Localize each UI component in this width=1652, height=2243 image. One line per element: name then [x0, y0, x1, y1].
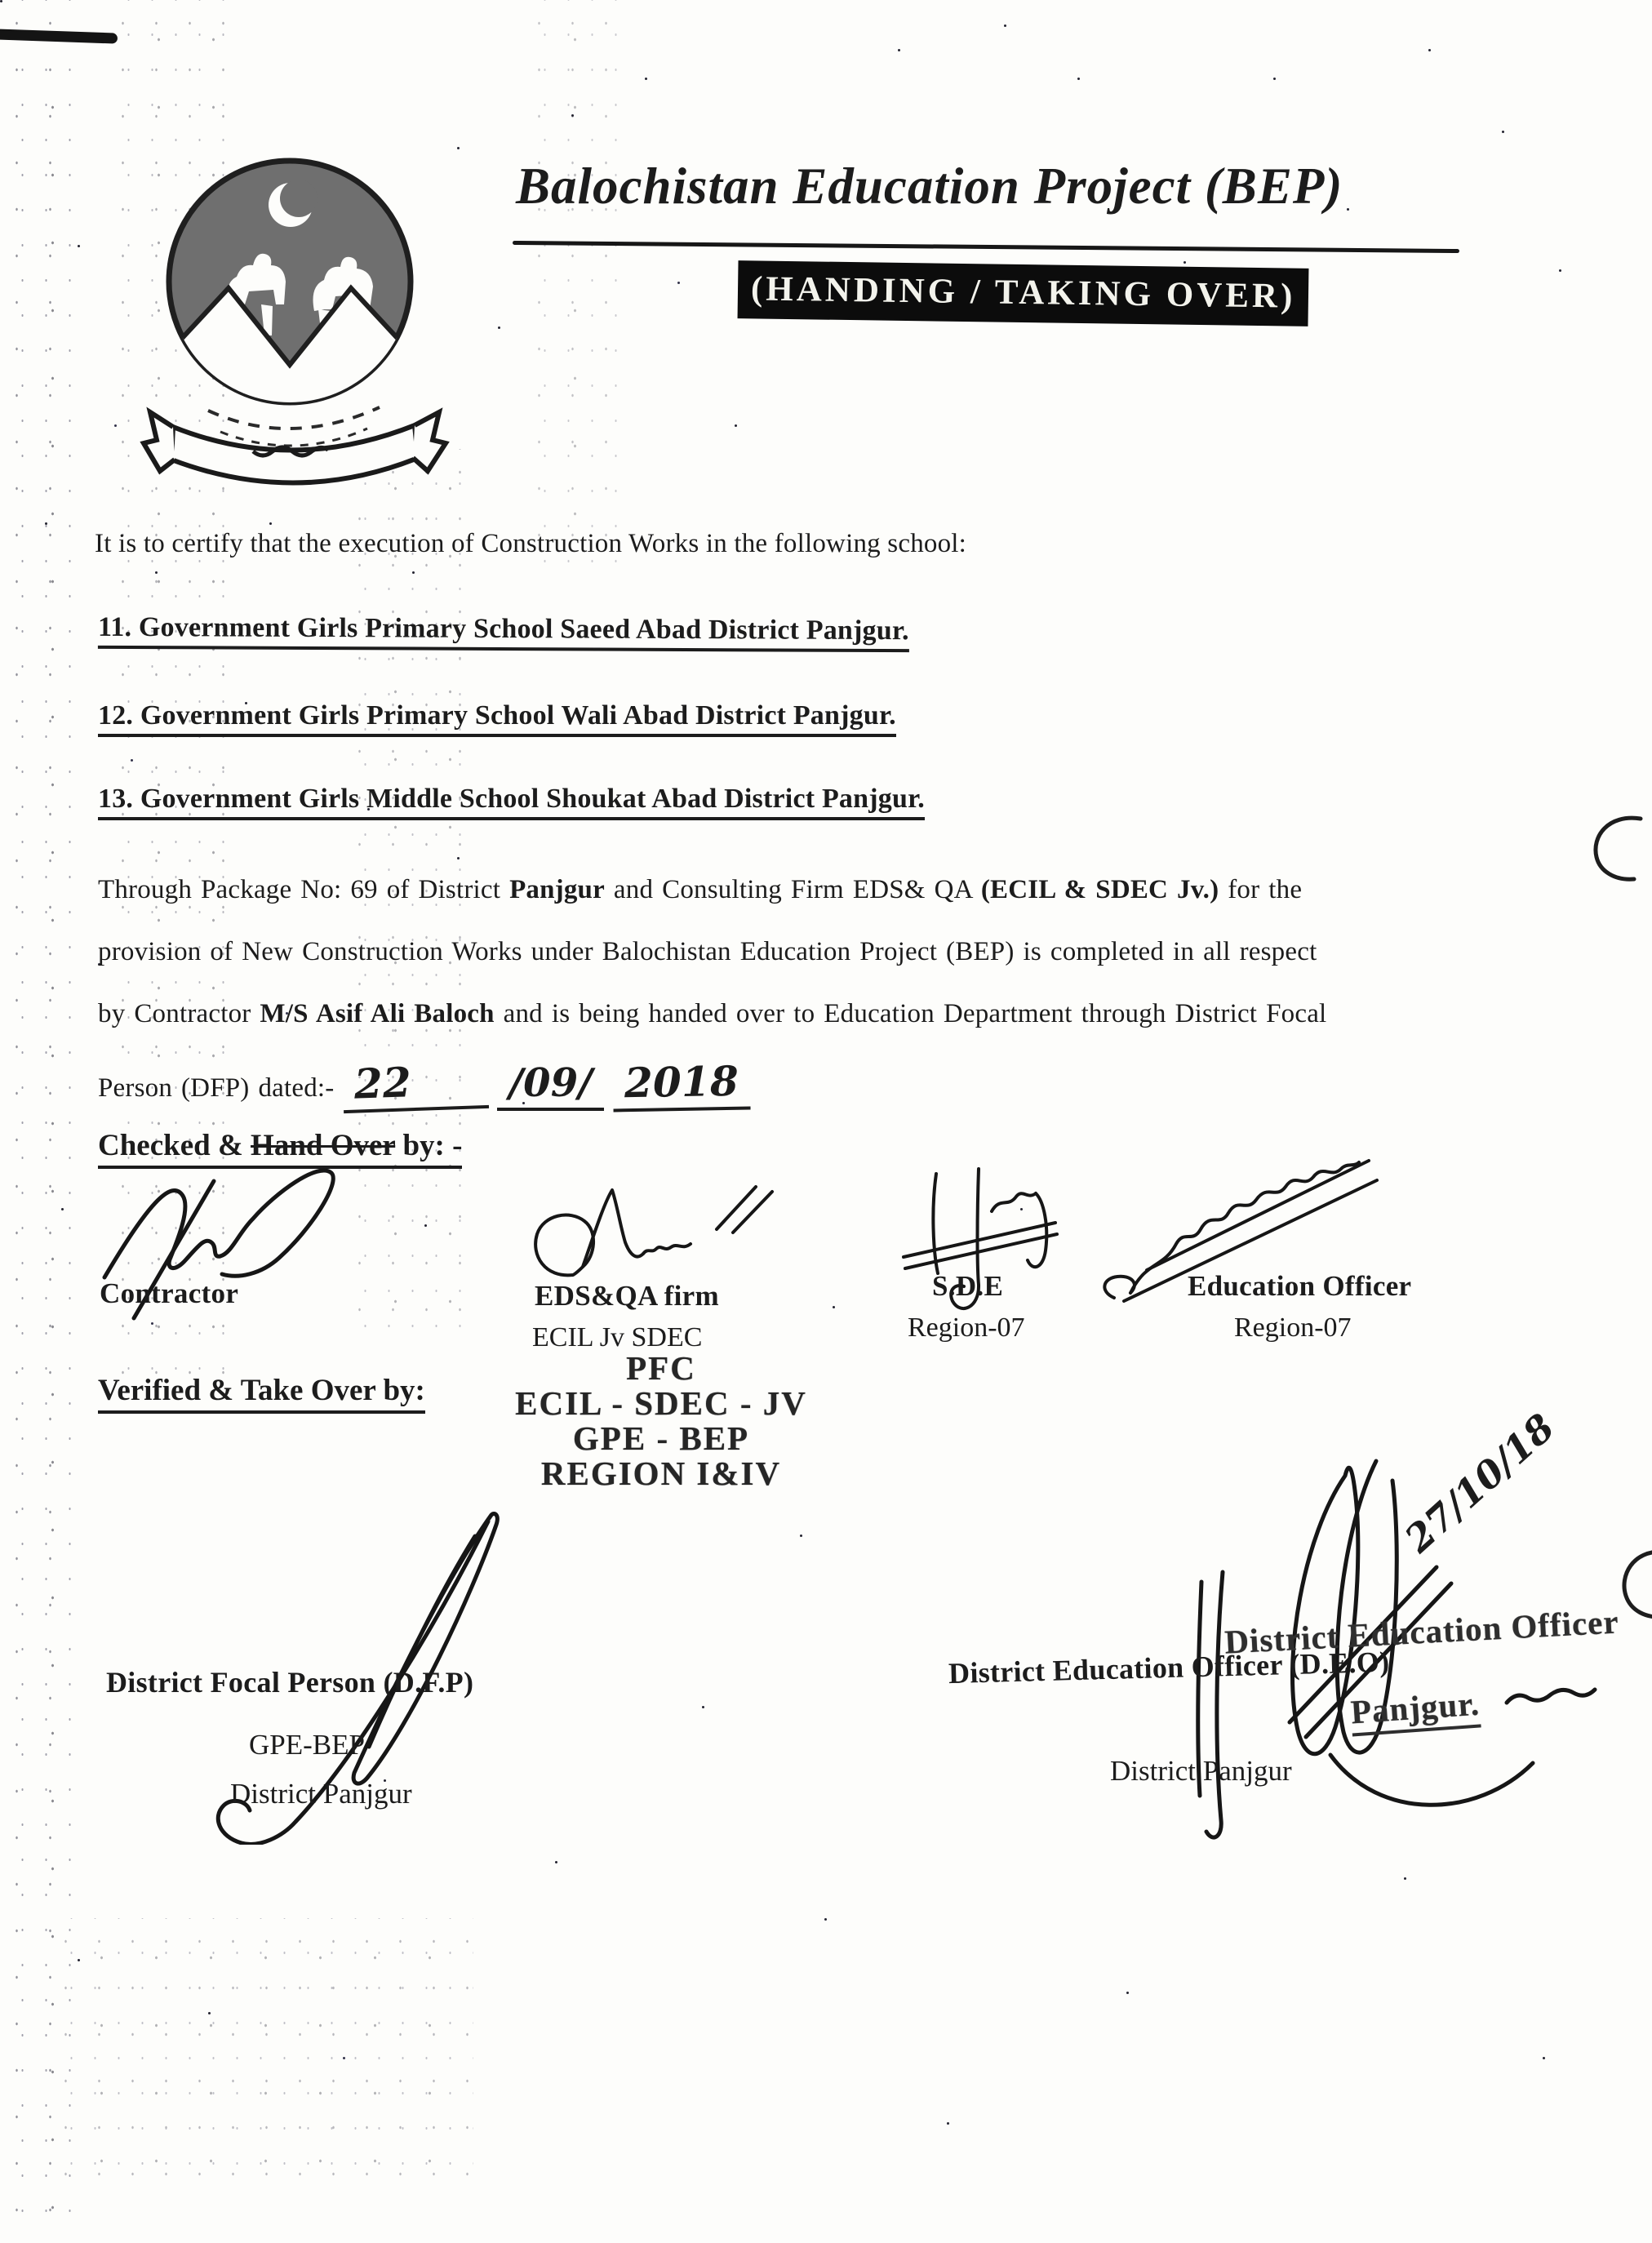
school-name: Government Girls Primary School Wali Abad District Panjgur. [140, 700, 896, 731]
education-officer-label-line2: Region-07 [1234, 1312, 1352, 1343]
school-number: 13. [98, 784, 134, 814]
paragraph-text: for the [1219, 875, 1303, 904]
stamp-line: ECIL - SDEC - JV [515, 1384, 807, 1422]
body-paragraph-line-1 [98, 875, 1522, 905]
contractor-label: Contractor [100, 1277, 239, 1309]
consultant-label-line2: ECIL Jv SDEC [532, 1322, 703, 1352]
stamp-line: PFC [626, 1349, 696, 1387]
handing-taking-over-banner: (HANDING / TAKING OVER) [739, 262, 1308, 325]
school-number: 11. [97, 611, 132, 643]
page-title: Balochistan Education Project (BEP) [516, 158, 1343, 215]
certification-intro: It is to certify that the execution of Construction Works in the following school: [95, 529, 967, 558]
scan-artifact-arc [1583, 812, 1652, 886]
scan-artifact-arc [1618, 1547, 1652, 1622]
scan-specks [0, 0, 2, 2]
paragraph-text: Person (DFP) dated:- [98, 1073, 335, 1103]
school-item-11 [98, 612, 909, 652]
education-officer-label-line1: Education Officer [1188, 1270, 1412, 1302]
paragraph-text: and Consulting Firm EDS& QA [604, 875, 981, 904]
dfp-label-line1: District Focal Person (D.F.P) [106, 1666, 474, 1699]
body-paragraph-line-2 [98, 937, 1522, 967]
district-name-bold: Panjgur [509, 875, 605, 904]
deo-label-line2: District Panjgur [1110, 1755, 1292, 1787]
scan-noise-band [49, 1918, 473, 2187]
scan-noise-band [0, 0, 78, 2243]
dfp-label-line3: District Panjgur [230, 1778, 412, 1810]
school-number: 12. [98, 700, 134, 731]
deo-stamp-flourish [1502, 1681, 1608, 1714]
stamp-line: GPE - BEP [572, 1419, 750, 1457]
body-paragraph-line-3 [98, 999, 1522, 1029]
deo-handwritten-date: 27/10/18 [1396, 1405, 1563, 1561]
deo-stamp-line2 [1349, 1684, 1481, 1737]
body-paragraph-line-4 [98, 1058, 1522, 1111]
school-name: Government Girls Middle School Shoukat Abad District Panjgur. [140, 784, 925, 814]
scan-artifact-mark [0, 29, 118, 43]
heading-text: Checked & [98, 1129, 251, 1162]
deo-printed-label: District Education Officer (D.E.O) [948, 1645, 1390, 1690]
school-item-12 [98, 700, 896, 737]
dfp-label-line2: GPE-BEP [249, 1729, 365, 1761]
logo-ribbon [144, 412, 446, 483]
school-name: Government Girls Primary School Saeed Abad District Panjgur. [138, 612, 909, 646]
handwritten-date-day: 22 [342, 1055, 489, 1113]
pfc-stamp [490, 1351, 833, 1491]
handwritten-date-year: 2018 [612, 1057, 750, 1113]
stamp-line: REGION I&IV [540, 1455, 782, 1492]
paragraph-text: by Contractor [98, 999, 260, 1028]
sde-label-line2: Region-07 [908, 1312, 1025, 1343]
sde-signature [894, 1159, 1090, 1335]
bep-logo [131, 151, 457, 502]
paragraph-text: and is being handed over to Education Department through District Focal [494, 999, 1327, 1028]
heading-text: by: - [395, 1129, 463, 1162]
paragraph-text: Through Package No: 69 of District [98, 875, 510, 904]
school-item-13 [98, 784, 925, 820]
title-underline [513, 241, 1459, 253]
handwritten-date-month: /09/ [497, 1060, 604, 1111]
verified-take-over-heading: Verified & Take Over by: [98, 1373, 425, 1414]
paragraph-text: provision of New Construction Works under Balochistan Education Project (BEP) is completed in all respect [98, 937, 1317, 966]
consulting-firm-bold: (ECIL & SDEC Jv.) [980, 875, 1219, 904]
consultant-label-line1: EDS&QA firm [535, 1280, 719, 1312]
sde-label-line1: S.D.E [932, 1270, 1004, 1302]
stamp-text: Panjgur. [1349, 1684, 1481, 1731]
contractor-name-bold: M/S Asif Ali Baloch [260, 999, 495, 1028]
deo-stamp-line1: District Education Officer [1223, 1602, 1620, 1661]
heading-text-struck: Hand Over [251, 1129, 396, 1162]
scan-noise-band [522, 0, 628, 571]
